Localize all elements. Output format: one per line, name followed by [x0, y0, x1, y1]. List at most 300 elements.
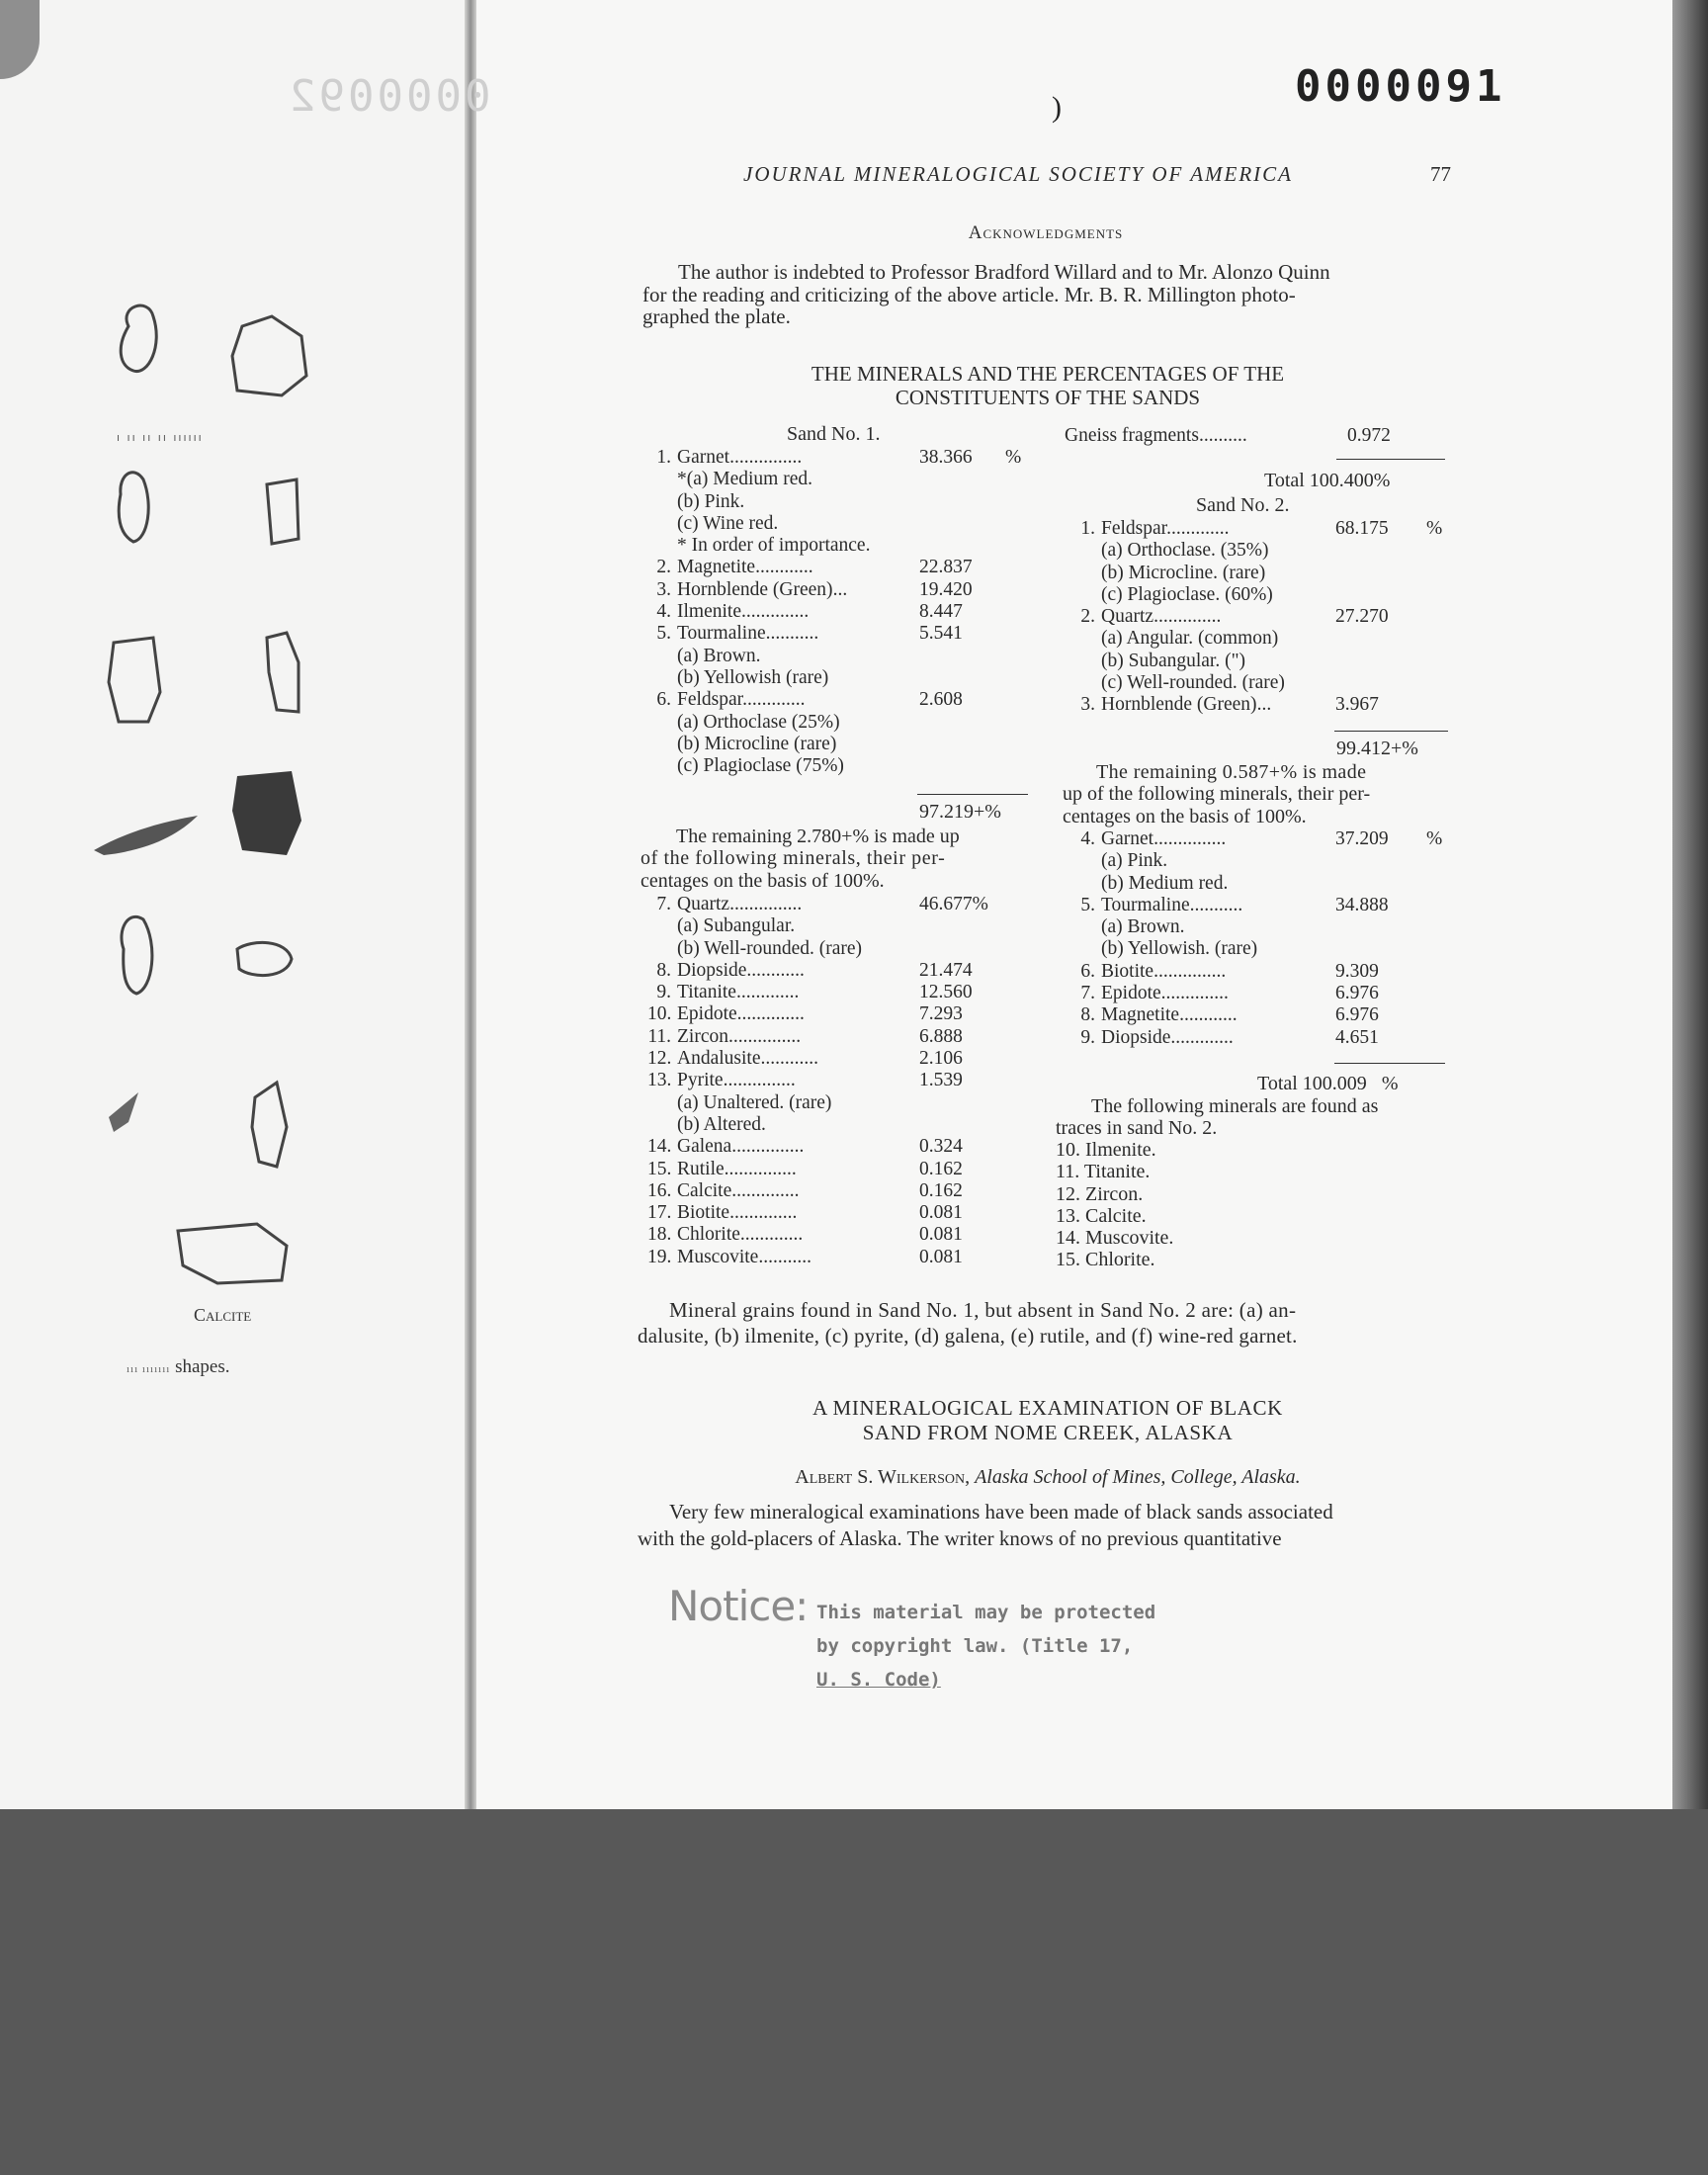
mineral-number: 5. [656, 623, 671, 645]
mineral-subitem-text: *(a) Medium red. [677, 469, 812, 490]
sand1-subtotal: 97.219+% [919, 801, 1001, 823]
notice-line-1: This material may be protected [816, 1602, 1156, 1623]
mineral-row [647, 1159, 1043, 1180]
mineral-row [1071, 1004, 1467, 1026]
mineral-number: 10. [647, 1003, 672, 1025]
mineral-name-cell [677, 894, 802, 915]
mineral-subitem [1071, 916, 1467, 938]
leader-dots: ............... [729, 894, 803, 914]
document-stamp-number: 0000091 [1295, 61, 1506, 112]
mineral-name-cell [677, 1180, 799, 1202]
sand2-total [1257, 1073, 1398, 1095]
mineral-name-cell [1101, 828, 1226, 850]
trace-mineral: 10. Ilmenite. [1056, 1139, 1156, 1161]
mineral-name-cell [1101, 1004, 1238, 1026]
mineral-number: 3. [656, 578, 671, 600]
leader-dots: ........... [758, 1246, 811, 1267]
mineral-name: Pyrite [677, 1070, 724, 1091]
sand2-remaining-line-3: centages on the basis of 100%. [1063, 805, 1307, 827]
ack-line-3: graphed the plate. [642, 304, 791, 328]
mineral-number: 12. [647, 1048, 672, 1070]
mineral-number: 7. [656, 894, 671, 914]
mineral-number: 3. [1080, 694, 1095, 716]
grain-sketch-7 [122, 916, 152, 994]
acknowledgments-paragraph [642, 261, 1455, 328]
mineral-percentage: 46.677% [919, 894, 988, 914]
mineral-name: Quartz [677, 894, 730, 914]
grain-sketch-1 [121, 305, 156, 371]
mineral-percentage: 7.293 [919, 1003, 963, 1025]
mineral-percentage: 4.651 [1335, 1026, 1379, 1048]
grain-sketch-5 [109, 638, 160, 722]
article-line-2: with the gold-placers of Alaska. The writer knows of no previous quantitative [638, 1525, 1282, 1550]
mineral-percentage: 5.541 [919, 623, 963, 645]
article-title-line-1: A MINERALOGICAL EXAMINATION OF BLACK [812, 1396, 1283, 1420]
sand2-traces-line-2: traces in sand No. 2. [1056, 1117, 1218, 1140]
mineral-subitem [647, 915, 1043, 937]
mineral-subitem-text: (a) Subangular. [677, 915, 796, 937]
mineral-subitem [1071, 672, 1467, 694]
mineral-number: 2. [1080, 606, 1095, 628]
mineral-row [647, 1026, 1043, 1048]
mineral-row [647, 1136, 1043, 1158]
mineral-number: 19. [647, 1246, 672, 1267]
gneiss-label: Gneiss fragments [1065, 425, 1199, 446]
mineral-name-cell [677, 1003, 805, 1025]
mineral-percentage: 0.081 [919, 1224, 963, 1246]
mineral-row [1071, 1027, 1467, 1049]
mineral-subitem [647, 469, 1043, 490]
mineral-grain-sketches [89, 297, 326, 1285]
sand2-traces-list [1056, 1139, 1352, 1271]
mineral-row [1071, 694, 1467, 716]
copyright-notice-title: Notice: [668, 1582, 809, 1630]
mineral-number: 1. [1080, 518, 1095, 539]
mineral-subitem-text: (b) Microcline (rare) [677, 733, 837, 754]
mineral-name: Tourmaline [677, 623, 766, 645]
leader-dots: ............... [1153, 828, 1227, 849]
mineral-row [647, 447, 1043, 469]
leader-dots: ........... [765, 623, 819, 645]
sand2-subtotal-rule [1334, 731, 1448, 732]
mineral-number: 16. [647, 1179, 672, 1201]
acknowledgments-heading: Acknowledgments [968, 222, 1124, 243]
mineral-name-cell [677, 1026, 801, 1048]
percent-sign: % [1005, 447, 1022, 468]
mineral-row [647, 982, 1043, 1003]
mineral-subitem [647, 513, 1043, 535]
mineral-percentage: 8.447 [919, 601, 963, 623]
copyright-notice-text [816, 1596, 1155, 1696]
mineral-subitem [647, 1092, 1043, 1114]
leader-dots: ............... [727, 1025, 802, 1047]
grain-sketch-10 [178, 1224, 287, 1283]
grain-sketch-2 [232, 316, 306, 395]
article-title [642, 1396, 1453, 1445]
mineral-name: Tourmaline [1101, 894, 1190, 915]
leader-dots: .............. [740, 601, 810, 623]
page-number: 77 [1430, 162, 1451, 186]
mineral-row [647, 1202, 1043, 1224]
leader-dots: ............ [760, 1048, 818, 1070]
mineral-subitem-text: (b) Well-rounded. (rare) [677, 937, 863, 959]
mineral-percentage: 21.474 [919, 959, 973, 981]
sand2-total-rule [1334, 1063, 1445, 1064]
mirrored-stamp-number: 0000092 [287, 71, 491, 122]
mineral-number: 6. [1080, 960, 1095, 982]
leader-dots: ............ [1179, 1004, 1238, 1026]
grain-sketch-3 [119, 473, 148, 542]
mineral-percentage: 0.081 [919, 1246, 963, 1267]
mineral-subitem [647, 491, 1043, 513]
mineral-percentage: 12.560 [919, 982, 973, 1003]
mineral-name-cell [677, 447, 802, 469]
mineral-row [647, 623, 1043, 645]
mineral-percentage: 22.837 [919, 557, 973, 578]
trace-mineral: 11. Titanite. [1056, 1161, 1151, 1183]
mineral-number: 17. [647, 1202, 672, 1224]
sand1-remaining-line-1: The remaining 2.780+% is made up [676, 826, 960, 847]
mineral-subitem-text: (c) Plagioclase. (60%) [1101, 583, 1273, 605]
mineral-percentage: 27.270 [1335, 606, 1389, 628]
leader-dots: ............. [1166, 518, 1230, 539]
mineral-name: Feldspar [1101, 518, 1167, 539]
mineral-subitem [647, 938, 1043, 960]
mineral-number: 4. [1080, 828, 1095, 849]
mineral-percentage: 6.976 [1335, 1004, 1379, 1026]
mineral-number: 2. [656, 557, 671, 578]
mineral-subitem [1071, 938, 1467, 960]
mineral-row [647, 601, 1043, 623]
mineral-subitem [647, 755, 1043, 777]
mineral-row [1071, 828, 1467, 850]
article-line-1: Very few mineralogical examinations have been made of black sands associated [669, 1500, 1333, 1523]
mineral-name: Rutile [677, 1158, 725, 1179]
book-gutter [465, 0, 476, 1809]
mineral-subitem-text: (b) Subangular. (") [1101, 650, 1246, 671]
mineral-subitem-text: (c) Plagioclase (75%) [677, 755, 844, 777]
shapes-caption [127, 1356, 229, 1378]
mineral-name-cell [677, 982, 799, 1003]
article-affiliation: Alaska School of Mines, College, Alaska. [975, 1466, 1301, 1488]
table-title [642, 362, 1453, 409]
leader-dots: ............. [735, 982, 800, 1003]
mineral-percentage: 34.888 [1335, 894, 1389, 915]
trace-mineral: 12. Zircon. [1056, 1182, 1144, 1205]
mineral-name-cell [677, 623, 818, 645]
absent-line-2: dalusite, (b) ilmenite, (c) pyrite, (d) galena, (e) rutile, and (f) wine-red garnet. [638, 1323, 1298, 1348]
sand2-heading: Sand No. 2. [1196, 494, 1290, 516]
mineral-row [647, 1247, 1043, 1268]
leader-dots: ............... [724, 1158, 797, 1179]
leader-dots: ............. [1170, 1026, 1234, 1048]
mineral-subitem [647, 712, 1043, 734]
mineral-name: Andalusite [677, 1048, 761, 1070]
mineral-row [647, 1003, 1043, 1025]
mineral-percentage: 6.976 [1335, 983, 1379, 1004]
running-head: JOURNAL MINERALOGICAL SOCIETY OF AMERICA [743, 162, 1293, 186]
mineral-subitem [1071, 628, 1467, 650]
mineral-name-cell [677, 1048, 818, 1070]
mineral-subitem [1071, 563, 1467, 584]
sand2-remaining-line-2: up of the following minerals, their per- [1063, 783, 1371, 806]
mineral-name: Zircon [677, 1025, 728, 1047]
mineral-percentage: 6.888 [919, 1025, 963, 1047]
leader-dots: ............ [746, 959, 805, 981]
sand1-total: Total 100.400% [1264, 470, 1391, 491]
mineral-name: Diopside [677, 959, 747, 981]
mineral-name: Biotite [1101, 960, 1154, 982]
mineral-name-cell [677, 960, 805, 982]
sand2-total-text: Total 100.009 [1257, 1073, 1367, 1094]
mineral-subitem-text: (b) Yellowish (rare) [677, 666, 829, 688]
mineral-row [647, 579, 1043, 601]
mineral-number: 4. [656, 601, 671, 623]
mineral-number: 7. [1080, 983, 1095, 1004]
mineral-subitem [1071, 540, 1467, 562]
sand1-remaining-line-3: centages on the basis of 100%. [640, 869, 885, 892]
notice-line-3: U. S. Code) [816, 1669, 941, 1691]
mineral-name: Feldspar [677, 689, 743, 711]
mineral-percentage: 0.324 [919, 1136, 963, 1158]
shapes-scrawl: ııı ııııııı [127, 1363, 171, 1375]
mineral-subitem-text: * In order of importance. [677, 535, 871, 557]
mineral-subitem-text: (a) Unaltered. (rare) [677, 1091, 832, 1113]
mineral-percentage: 2.608 [919, 689, 963, 711]
table-title-line-1: THE MINERALS AND THE PERCENTAGES OF THE [811, 362, 1285, 386]
mineral-number: 6. [656, 689, 671, 711]
mineral-row [647, 1224, 1043, 1246]
absent-minerals-paragraph [638, 1299, 1460, 1347]
article-body [638, 1501, 1460, 1549]
gneiss-row [1065, 425, 1247, 447]
mineral-subitem-text: (a) Pink. [1101, 850, 1168, 872]
mineral-row [647, 1180, 1043, 1202]
mineral-number: 8. [1080, 1004, 1095, 1026]
mineral-subitem-text: (b) Microcline. (rare) [1101, 562, 1266, 583]
mineral-row [647, 689, 1043, 711]
pen-mark: ) [1052, 91, 1062, 124]
ack-line-1: The author is indebted to Professor Bradford Willard and to Mr. Alonzo Quinn [678, 260, 1330, 284]
streak-grain-sketch [109, 1092, 138, 1132]
mineral-subitem-text: (a) Brown. [677, 645, 761, 666]
mineral-name: Calcite [677, 1179, 732, 1201]
mineral-subitem-text: (a) Angular. (common) [1101, 628, 1279, 650]
mineral-row [1071, 983, 1467, 1004]
mineral-name: Garnet [1101, 828, 1154, 849]
mineral-subitem-text: (a) Brown. [1101, 916, 1185, 938]
sand1-remaining-text [640, 826, 1028, 892]
mineral-subitem-text: (b) Yellowish. (rare) [1101, 938, 1258, 960]
mineral-name-cell [1101, 895, 1242, 916]
mineral-name-cell [677, 1070, 796, 1091]
mineral-subitem [1071, 850, 1467, 872]
mineral-name-cell [677, 557, 813, 578]
sand2-remaining-text [1063, 761, 1450, 827]
mineral-name-cell [1101, 606, 1221, 628]
mineral-name-cell [677, 579, 847, 601]
mineral-subitem [647, 734, 1043, 755]
table-title-line-2: CONSTITUENTS OF THE SANDS [895, 386, 1201, 409]
mineral-row [647, 557, 1043, 578]
mineral-percentage: 0.081 [919, 1202, 963, 1224]
mineral-percentage: 2.106 [919, 1048, 963, 1070]
mineral-name: Biotite [677, 1202, 730, 1224]
mineral-number: 13. [647, 1070, 672, 1091]
mineral-subitem [647, 667, 1043, 689]
sand2-table-continued [1071, 828, 1467, 1049]
mineral-subitem-text: (a) Orthoclase. (35%) [1101, 540, 1269, 562]
mineral-subitem [647, 646, 1043, 667]
mineral-percentage: 68.175 [1335, 518, 1389, 539]
grain-sketch-8 [237, 942, 292, 975]
sand2-traces-line-1: The following minerals are found as [1091, 1095, 1379, 1117]
mineral-name: Epidote [677, 1003, 737, 1025]
percent-sign: % [1426, 828, 1443, 849]
mineral-number: 14. [647, 1136, 672, 1158]
mineral-percentage: 38.366 [919, 447, 973, 468]
gneiss-dots: .......... [1198, 425, 1247, 446]
trace-mineral: 13. Calcite. [1056, 1204, 1147, 1227]
mineral-name: Ilmenite [677, 601, 741, 623]
calcite-caption: Calcite [194, 1305, 252, 1325]
mineral-row [1071, 518, 1467, 540]
mineral-subitem-text: (b) Pink. [677, 490, 745, 512]
mineral-subitem-text: (c) Well-rounded. (rare) [1101, 672, 1285, 694]
mineral-name-cell [677, 601, 809, 623]
article-byline [642, 1465, 1453, 1489]
mineral-name-cell [1101, 983, 1229, 1004]
mineral-name: Titanite [677, 982, 736, 1003]
sand2-table [1071, 518, 1467, 717]
mineral-number: 1. [656, 447, 671, 468]
mineral-subitem [1071, 584, 1467, 606]
mineral-row [647, 894, 1043, 915]
sand2-total-unit: % [1381, 1073, 1399, 1094]
sand1-total-rule [1336, 459, 1445, 460]
leader-dots: .............. [1160, 983, 1229, 1004]
leader-dots: ............ [755, 557, 813, 578]
mineral-row [647, 960, 1043, 982]
mineral-percentage: 0.162 [919, 1179, 963, 1201]
leader-dots: ... [1256, 694, 1272, 716]
mineral-name: Hornblende (Green) [677, 578, 833, 600]
mineral-name: Magnetite [677, 557, 756, 578]
mineral-name-cell [677, 1202, 797, 1224]
notice-line-2: by copyright law. (Title 17, [816, 1635, 1134, 1657]
mineral-number: 15. [647, 1158, 672, 1179]
mineral-name: Hornblende (Green) [1101, 694, 1257, 716]
mineral-name-cell [1101, 518, 1229, 540]
mineral-name: Quartz [1101, 606, 1154, 628]
trace-mineral: 15. Chlorite. [1056, 1249, 1155, 1271]
mineral-number: 8. [656, 959, 671, 981]
leader-dots: .............. [731, 1179, 800, 1201]
leader-dots: .............. [1153, 606, 1222, 628]
mineral-subitem [647, 535, 1043, 557]
mineral-percentage: 0.162 [919, 1158, 963, 1179]
article-title-line-2: SAND FROM NOME CREEK, ALASKA [862, 1421, 1234, 1444]
mineral-number: 9. [656, 982, 671, 1003]
leader-dots: ............. [742, 689, 806, 711]
mineral-subitem [1071, 651, 1467, 672]
sand2-traces-text [1056, 1095, 1451, 1140]
mineral-row [1071, 895, 1467, 916]
scanner-background [0, 1809, 1708, 2175]
leader-dots: ............... [731, 1136, 805, 1158]
mineral-name-cell [677, 1247, 811, 1268]
dark-grain-sketch [232, 771, 301, 855]
mineral-row [1071, 606, 1467, 628]
mineral-name: Garnet [677, 447, 730, 468]
mineral-percentage: 19.420 [919, 578, 973, 600]
leader-dots: ............... [723, 1070, 796, 1091]
mineral-row [647, 1048, 1043, 1070]
article-author: Albert S. Wilkerson, [795, 1466, 971, 1488]
mineral-subitem-text: (b) Altered. [677, 1113, 766, 1135]
mineral-number: 18. [647, 1224, 672, 1246]
mineral-name: Epidote [1101, 983, 1161, 1004]
mineral-name-cell [1101, 1027, 1234, 1049]
leader-dots: ............... [729, 447, 803, 468]
scanner-edge [1672, 0, 1708, 1809]
mineral-percentage: 9.309 [1335, 960, 1379, 982]
mineral-name: Magnetite [1101, 1004, 1180, 1026]
leader-dots: ........... [1189, 894, 1243, 915]
sand1-table [647, 447, 1043, 777]
mineral-percentage: 3.967 [1335, 694, 1379, 716]
gneiss-value: 0.972 [1347, 425, 1391, 446]
mineral-name-cell [677, 1136, 804, 1158]
absent-line-1: Mineral grains found in Sand No. 1, but absent in Sand No. 2 are: (a) an- [669, 1298, 1297, 1322]
curved-grain-sketch [94, 816, 198, 855]
mineral-subitem [647, 1114, 1043, 1136]
mineral-subitem-text: (a) Orthoclase (25%) [677, 711, 840, 733]
leader-dots: .............. [736, 1003, 805, 1025]
mineral-percentage: 37.209 [1335, 828, 1389, 849]
mineral-subitem [1071, 873, 1467, 895]
mineral-number: 11. [647, 1025, 671, 1047]
mineral-subitem-text: (c) Wine red. [677, 512, 779, 534]
mineral-name: Galena [677, 1136, 732, 1158]
mineral-name: Muscovite [677, 1246, 759, 1267]
mineral-name: Chlorite [677, 1224, 740, 1246]
sand2-subtotal: 99.412+% [1336, 738, 1418, 759]
leader-dots: ............. [739, 1224, 804, 1246]
mineral-name-cell [677, 1159, 797, 1180]
leader-dots: .............. [729, 1202, 798, 1224]
grain-sketch-6 [267, 633, 299, 712]
trace-mineral: 14. Muscovite. [1056, 1227, 1174, 1250]
left-margin-scrawl: ı ıı ıı ıı ıııııı [117, 431, 204, 444]
sand1-remaining-line-2: of the following minerals, their per- [640, 847, 946, 870]
mineral-number: 5. [1080, 894, 1095, 915]
mineral-subitem-text: (b) Medium red. [1101, 872, 1229, 894]
grain-sketch-9 [252, 1083, 287, 1167]
sand1-subtotal-rule [917, 794, 1028, 795]
mineral-name-cell [677, 1224, 803, 1246]
mineral-percentage: 1.539 [919, 1070, 963, 1091]
ack-line-2: for the reading and criticizing of the above article. Mr. B. R. Millington photo- [642, 282, 1296, 306]
grain-sketch-4 [267, 479, 299, 544]
sand1-heading: Sand No. 1. [787, 423, 881, 445]
leader-dots: ... [832, 578, 848, 600]
shapes-caption-text: shapes. [175, 1356, 230, 1377]
leader-dots: ............... [1153, 960, 1227, 982]
sand1-table-continued [647, 894, 1043, 1268]
mineral-row [1071, 961, 1467, 983]
sand2-remaining-line-1: The remaining 0.587+% is made [1096, 761, 1367, 783]
